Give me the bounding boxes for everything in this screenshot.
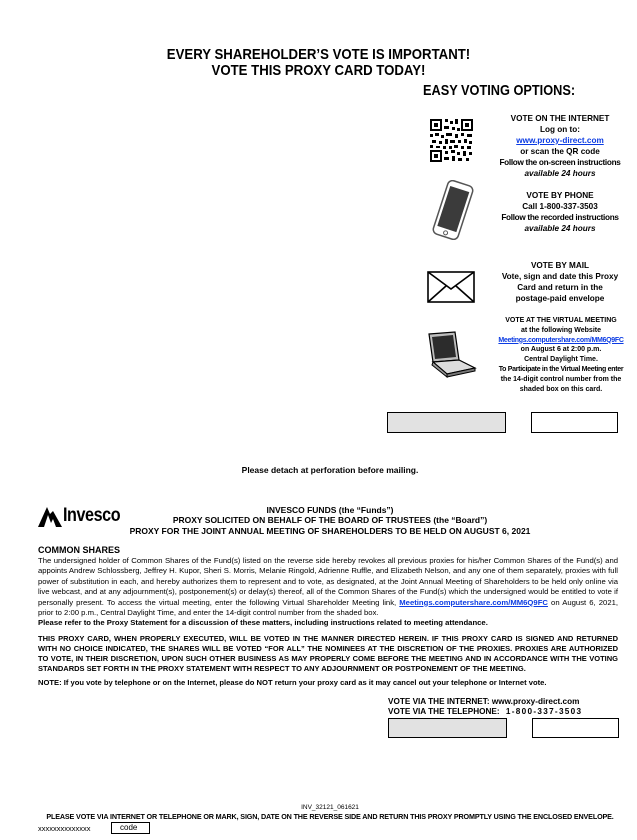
headline-line1: EVERY SHAREHOLDER’S VOTE IS IMPORTANT!: [166, 46, 471, 63]
vote-via-internet: VOTE VIA THE INTERNET: www.proxy-direct.com: [388, 697, 580, 706]
phone-icon: [428, 180, 478, 240]
vote-internet-availability: available 24 hours: [524, 169, 596, 178]
vote-virtual-block: [486, 316, 636, 394]
invesco-logo-text: Invesco: [63, 505, 121, 526]
security-code-box-top: [531, 412, 618, 433]
note-text: NOTE: If you vote by telephone or on the Internet, please do NOT return your proxy card as it may cancel out your telephone or Internet vote.: [38, 678, 547, 687]
code-box: code: [111, 822, 150, 834]
refer-proxy-statement: Please refer to the Proxy Statement for a discussion of these matters, including instructions related to meeting attendance.: [38, 618, 488, 628]
vote-virtual-line5: the 14-digit control number from the: [500, 375, 622, 383]
vote-internet-line3: Follow the on-screen instructions: [499, 158, 621, 167]
vote-via-block: [388, 697, 582, 717]
common-shares-text: The undersigned holder of Common Shares of the Fund(s) listed on the reverse side hereby revokes all previous proxies for his/her Common Shares of the Fund(s) and appoints Andrew Schlossberg, Jeffrey H. Kupor, Sheri S. Morris, Melanie Ringold, Adrienne Ruffle, and Elizabeth Nelson, and any one of them separately, proxies with full power of substitution in each, and hereby authorizes them to represent and to vote, as designated, at the Joint Annual Meeting of Shareholders to be held only online via live webcast, and at any adjournment(s), postponement(s) or delay(s) thereof, all of the Common Shares of the Fund(s) which the undersigned would be entitled to vote if personally present. To access the virtual meeting, enter the following Virtual Shareholder Meeting link,: [38, 556, 618, 607]
vote-phone-number[interactable]: Call 1-800-337-3503: [522, 202, 598, 211]
fund-header-line2: PROXY SOLICITED ON BEHALF OF THE BOARD OF TRUSTEES (the “Board”): [172, 515, 488, 526]
footer-instructions: PLEASE VOTE VIA INTERNET OR TELEPHONE OR MARK, SIGN, DATE ON THE REVERSE SIDE AND RETURN THIS PROXY PROMPTLY USING THE ENCLOSED ENVELOPE.: [46, 812, 614, 821]
vote-phone-block: [490, 190, 630, 234]
security-code-box: [532, 718, 619, 738]
fund-header-line3: PROXY FOR THE JOINT ANNUAL MEETING OF SHAREHOLDERS TO BE HELD ON AUGUST 6, 2021: [129, 525, 531, 536]
vote-mail-line3: postage-paid envelope: [515, 294, 605, 303]
vote-virtual-title: VOTE AT THE VIRTUAL MEETING: [505, 317, 617, 324]
fund-header-line1: INVESCO FUNDS (the “Funds”): [266, 505, 394, 515]
vote-virtual-line4: To Participate in the Virtual Meeting enter: [498, 365, 624, 373]
proxy-direct-link[interactable]: www.proxy-direct.com: [516, 136, 604, 145]
vote-mail-line2: Card and return in the: [517, 283, 603, 292]
virtual-meeting-link[interactable]: Meetings.computershare.com/MM6Q9FC: [498, 336, 624, 344]
proxy-card-statement: THIS PROXY CARD, WHEN PROPERLY EXECUTED, WILL BE VOTED IN THE MANNER DIRECTED HEREIN. IF THIS PROXY CARD IS SIGNED AND RETURNED WITH NO CHOICE INDICATED, THE SHARES WILL BE VOTED “FOR ALL” THE NOMINEES AT THE DISCRETION OF THE PROXIES. PROXIES ARE AUTHORIZED TO VOTE, IN THEIR DISCRETION, UPON SUCH OTHER BUSINESS AS MAY PROPERLY COME BEFORE THE MEETING AND IN ACCORDANCE WITH THE VOTING STANDARDS SET FORTH IN THE PROXY STATEMENT WITH RESPECT TO ANY ADJOURNMENT OR POSTPONEMENT OF THE MEETING.: [38, 634, 618, 673]
invesco-mountain-icon: [38, 505, 62, 527]
fund-header: [110, 505, 550, 536]
headline-line2: VOTE THIS PROXY CARD TODAY!: [211, 62, 426, 79]
common-shares-title: COMMON SHARES: [38, 545, 121, 555]
vote-internet-line1: Log on to:: [539, 125, 580, 134]
vote-virtual-line1: at the following Website: [521, 326, 601, 334]
vote-mail-line1: Vote, sign and date this Proxy: [501, 272, 619, 281]
common-shares-text-after: on August 6, 2021, prior to 2:00 p.m., Central Daylight Time, and enter the 14-digit control number from the shaded box.: [38, 597, 618, 618]
inv-code: INV_32121_061621: [301, 804, 359, 811]
vote-internet-line2: or scan the QR code: [520, 147, 600, 156]
vote-mail-block: [490, 260, 630, 304]
xcode-text: xxxxxxxxxxxxxx: [38, 824, 91, 833]
vote-internet-title: VOTE ON THE INTERNET: [510, 114, 610, 123]
vote-internet-block: [490, 113, 630, 179]
laptop-icon: [425, 330, 477, 378]
vote-phone-line2: Follow the recorded instructions: [501, 213, 619, 222]
vote-virtual-line2: on August 6 at 2:00 p.m.: [520, 346, 602, 354]
vote-via-telephone-number: 1-800-337-3503: [505, 707, 583, 716]
common-shares-paragraph: [38, 556, 618, 629]
vote-phone-availability: available 24 hours: [524, 224, 596, 233]
easy-voting-title: EASY VOTING OPTIONS:: [423, 82, 576, 99]
meeting-link[interactable]: Meetings.computershare.com/MM6Q9FC: [399, 597, 548, 607]
control-number-box-top: [387, 412, 506, 433]
envelope-icon: [427, 271, 475, 303]
detach-instruction: Please detach at perforation before mailing.: [241, 465, 419, 475]
vote-mail-title: VOTE BY MAIL: [530, 261, 590, 270]
qr-code-icon[interactable]: [429, 118, 474, 163]
vote-via-telephone-label: VOTE VIA THE TELEPHONE:: [388, 707, 500, 716]
vote-virtual-line6: shaded box on this card.: [519, 385, 603, 393]
vote-virtual-line3: Central Daylight Time.: [524, 356, 598, 364]
vote-phone-title: VOTE BY PHONE: [526, 191, 594, 200]
control-number-box: [388, 718, 507, 738]
